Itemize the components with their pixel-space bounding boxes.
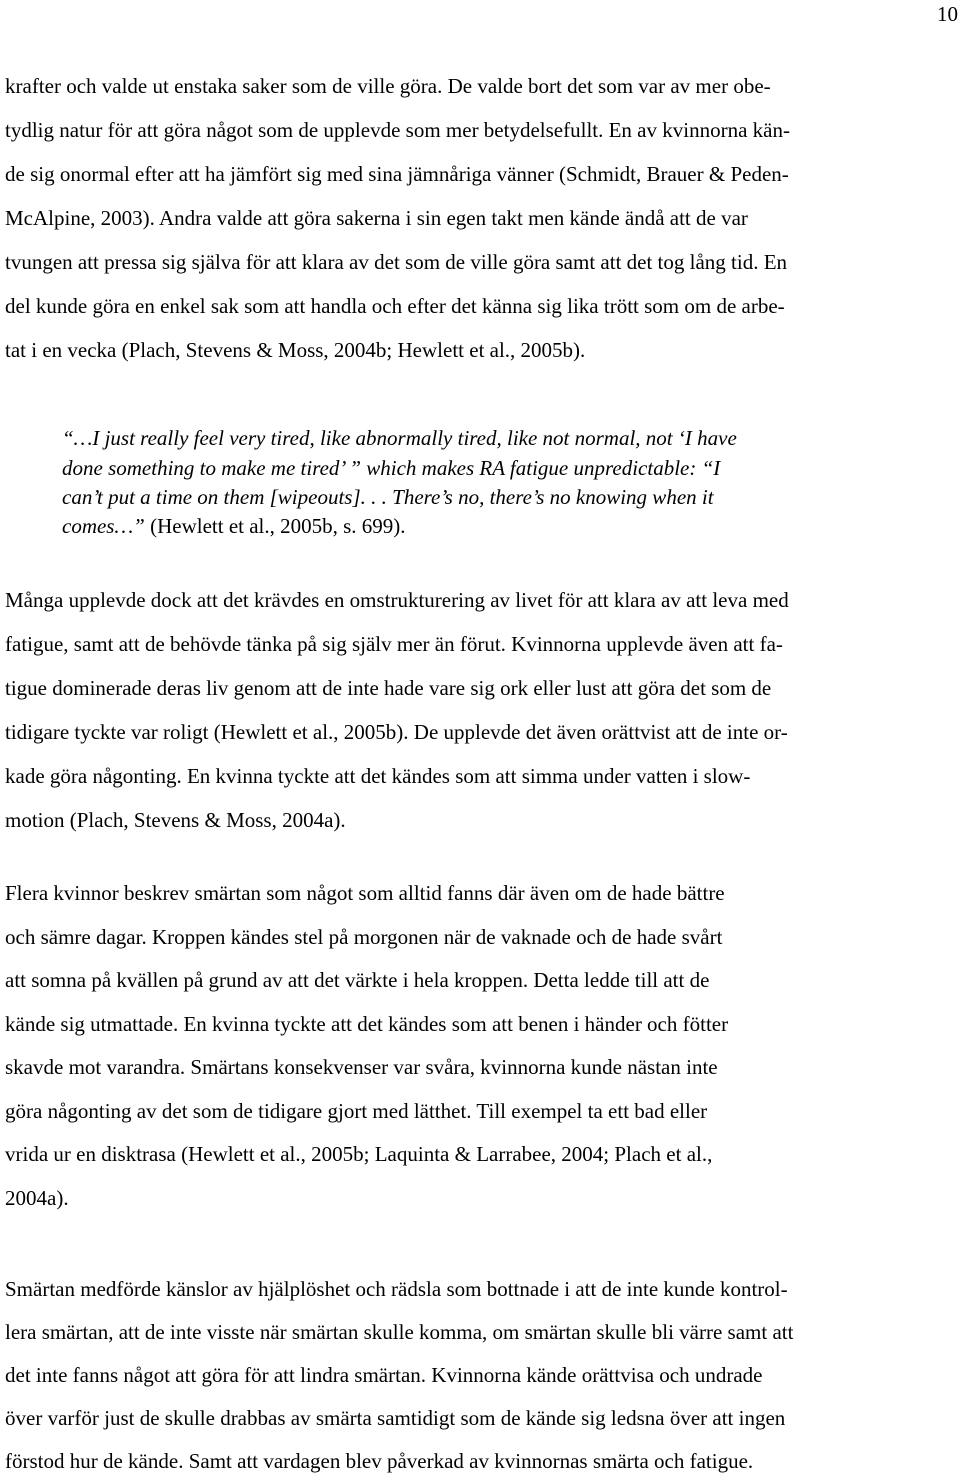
- paragraph-line: de sig onormal efter att ha jämfört sig med sina jämnåriga vänner (Schmidt, Brauer & Peden-: [5, 162, 789, 186]
- quote-text: comes…”: [62, 514, 151, 538]
- paragraph-line: del kunde göra en enkel sak som att handla och efter det känna sig lika trött som om de arbe-: [5, 294, 785, 318]
- paragraph-line: fatigue, samt att de behövde tänka på sig själv mer än förut. Kvinnorna upplevde även att fa-: [5, 632, 783, 656]
- quote-citation: (Hewlett et al., 2005b, s. 699).: [150, 514, 406, 538]
- paragraph-line: tigue dominerade deras liv genom att de inte hade vare sig ork eller lust att göra det som de: [5, 676, 772, 700]
- paragraph-line: göra någonting av det som de tidigare gjort med lätthet. Till exempel ta ett bad eller: [5, 1099, 708, 1123]
- paragraph-line: Smärtan medförde känslor av hjälplöshet och rädsla som bottnade i att de inte kunde kontrol-: [5, 1277, 788, 1301]
- paragraph-line: lera smärtan, att de inte visste när smärtan skulle komma, om smärtan skulle bli värre samt att: [5, 1320, 794, 1344]
- quote-line: can’t put a time on them [wipeouts]. . . There’s no, there’s no knowing when it: [62, 485, 714, 509]
- paragraph-line: krafter och valde ut enstaka saker som de ville göra. De valde bort det som var av mer obe-: [5, 74, 771, 98]
- paragraph-line: tydlig natur för att göra något som de upplevde som mer betydelsefullt. En av kvinnorna kän-: [5, 118, 790, 142]
- paragraph-line: Flera kvinnor beskrev smärtan som något som alltid fanns där även om de hade bättre: [5, 881, 725, 905]
- quote-line: done something to make me tired’ ” which makes RA fatigue unpredictable: “I: [62, 456, 721, 480]
- paragraph-line: att somna på kvällen på grund av att det värkte i hela kroppen. Detta ledde till att de: [5, 968, 710, 992]
- paragraph-line: motion (Plach, Stevens & Moss, 2004a).: [5, 808, 346, 832]
- paragraph-line: 2004a).: [5, 1186, 69, 1210]
- paragraph-line: McAlpine, 2003). Andra valde att göra sakerna i sin egen takt men kände ändå att de var: [5, 206, 748, 230]
- page-number: 10: [937, 2, 958, 26]
- quote-line: [62, 513, 406, 539]
- paragraph-line: vrida ur en disktrasa (Hewlett et al., 2005b; Laquinta & Larrabee, 2004; Plach et al.,: [5, 1142, 713, 1166]
- paragraph-line: och sämre dagar. Kroppen kändes stel på morgonen när de vaknade och de hade svårt: [5, 925, 723, 949]
- paragraph-line: förstod hur de kände. Samt att vardagen blev påverkad av kvinnornas smärta och fatigue.: [5, 1449, 754, 1473]
- paragraph-line: tat i en vecka (Plach, Stevens & Moss, 2004b; Hewlett et al., 2005b).: [5, 338, 586, 362]
- paragraph-line: tvungen att pressa sig själva för att klara av det som de ville göra samt att det tog lång tid. En: [5, 250, 788, 274]
- paragraph-line: skavde mot varandra. Smärtans konsekvenser var svåra, kvinnorna kunde nästan inte: [5, 1055, 718, 1079]
- paragraph-line: kade göra någonting. En kvinna tyckte att det kändes som att simma under vatten i slow-: [5, 764, 751, 788]
- paragraph-line: över varför just de skulle drabbas av smärta samtidigt som de kände sig ledsna över att ingen: [5, 1406, 786, 1430]
- quote-line: “…I just really feel very tired, like abnormally tired, like not normal, not ‘I have: [62, 426, 737, 450]
- paragraph-line: det inte fanns något att göra för att lindra smärtan. Kvinnorna kände orättvisa och undrade: [5, 1363, 763, 1387]
- paragraph-line: kände sig utmattade. En kvinna tyckte att det kändes som att benen i händer och fötter: [5, 1012, 729, 1036]
- paragraph-line: tidigare tyckte var roligt (Hewlett et al., 2005b). De upplevde det även orättvist att de inte or-: [5, 720, 788, 744]
- paragraph-line: Många upplevde dock att det krävdes en omstrukturering av livet för att klara av att leva med: [5, 588, 789, 612]
